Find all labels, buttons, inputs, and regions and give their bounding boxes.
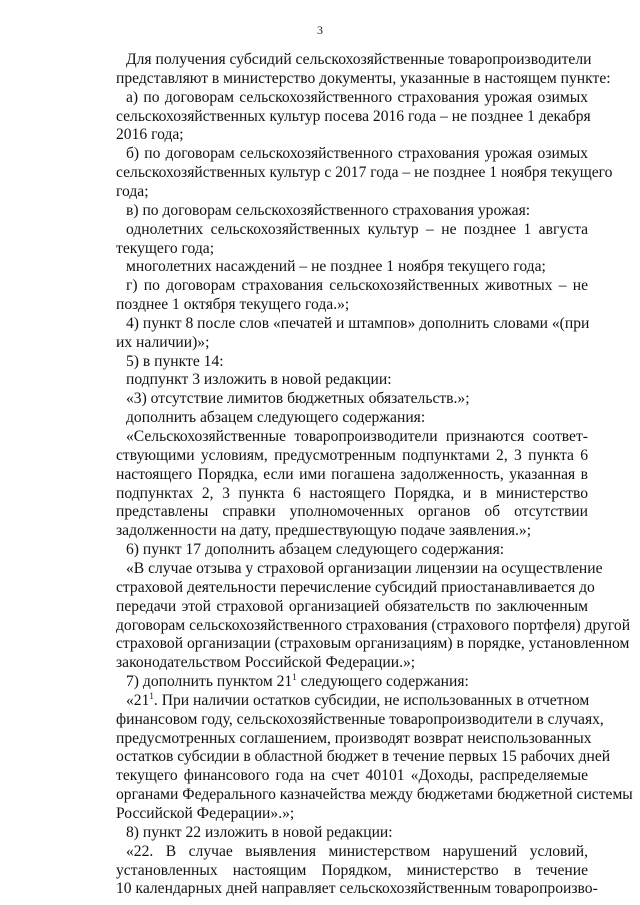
line-text: «21 [126, 691, 150, 709]
text-line [116, 805, 588, 823]
text-line [116, 598, 588, 616]
line-text: представлены справки уполномоченных органов об отсутствии [116, 503, 588, 521]
line-text: ствующими условиям, предусмотренным подпунктами 2, 3 пункта 6 [116, 446, 588, 464]
line-text: 6) пункт 17 дополнить абзацем следующего содержания: [126, 541, 505, 559]
line-text: передачи этой страховой организацией обязательств по заключенным [116, 597, 588, 615]
text-line [126, 315, 588, 333]
text-line [116, 107, 591, 126]
line-text: позднее 1 октября текущего года.»; [116, 296, 350, 314]
line-text: многолетних насаждений – не позднее 1 ноября текущего года; [126, 258, 546, 276]
text-line [126, 390, 588, 408]
text-line [126, 145, 588, 163]
text-line [116, 503, 588, 521]
text-line [116, 69, 611, 88]
superscript: 1 [292, 671, 297, 682]
line-text: года; [116, 182, 149, 200]
line-text: сельскохозяйственных культур посева 2016 года – не позднее 1 декабря [116, 107, 591, 125]
line-text: законодательством Российской Федерации.»; [116, 654, 416, 672]
line-text: «В случае отзыва у страховой организации лицензии на осуществление [126, 559, 603, 577]
line-text: дополнить абзацем следующего содержания: [126, 409, 426, 427]
text-line [116, 164, 613, 182]
text-line [126, 371, 588, 389]
text-line [126, 221, 588, 239]
text-line [116, 748, 611, 766]
text-line [116, 126, 588, 144]
text-line [126, 843, 588, 861]
line-text: подпунктах 2, 3 пункта 6 настоящего Порядка, и в министерство [116, 484, 588, 502]
text-line [126, 428, 588, 446]
line-text: 8) пункт 22 изложить в новой редакции: [126, 823, 393, 841]
line-text: их наличии)»; [116, 333, 210, 351]
line-text-continued: . При наличии остатков субсидии, не использованных в отчетном [153, 691, 590, 709]
line-text: 5) в пункте 14: [126, 352, 224, 370]
page-number: 3 [317, 23, 323, 37]
text-line [116, 466, 588, 484]
line-text: настоящего Порядка, если ими погашена задолженность, указанная в [116, 465, 588, 483]
line-text: текущего года; [116, 239, 215, 257]
text-line [126, 202, 588, 220]
text-line [126, 559, 603, 578]
line-text: в) по договорам сельскохозяйственного страхования урожая: [126, 201, 531, 219]
text-line [116, 880, 598, 898]
text-line [116, 710, 604, 729]
line-text: Для получения субсидий сельскохозяйственные товаропроизводители [126, 51, 592, 68]
line-text: органами Федерального казначейства между бюджетами бюджетной системы [116, 786, 633, 804]
line-text: «22. В случае выявления министерством нарушений условий, [126, 842, 588, 860]
text-line [116, 786, 633, 804]
text-line [116, 522, 588, 540]
text-line [126, 673, 588, 691]
line-text: 7) дополнить пунктом 21 [126, 673, 293, 691]
line-text: 4) пункт 8 после слов «печатей и штампов» дополнить словами «(при [126, 314, 590, 332]
line-text: Российской Федерации».»; [116, 805, 295, 822]
line-text: г) по договорам страхования сельскохозяйственных животных – не [126, 277, 588, 295]
text-line [116, 578, 595, 597]
text-line [116, 729, 592, 748]
line-text: подпункт 3 изложить в новой редакции: [126, 371, 392, 389]
line-text: финансовом году, сельскохозяйственные товаропроизводители в случаях, [116, 710, 604, 728]
text-line [116, 183, 588, 201]
line-text: представляют в министерство документы, указанные в настоящем пункте: [116, 69, 611, 87]
text-line [126, 692, 588, 710]
text-line [126, 277, 588, 295]
text-line [116, 862, 588, 880]
text-line [126, 353, 588, 371]
text-line [126, 541, 588, 559]
text-line [116, 334, 588, 352]
text-line [116, 447, 588, 465]
line-text: текущего финансового года на счет 40101 «Доходы, распределяемые [116, 767, 588, 785]
line-text: «Сельскохозяйственные товаропроизводители признаются соответ- [126, 428, 588, 445]
text-line [126, 258, 588, 276]
line-text-continued: следующего содержания: [296, 673, 469, 691]
line-text: б) по договорам сельскохозяйственного страхования урожая озимых [126, 145, 588, 163]
text-line [116, 485, 588, 503]
text-line [116, 654, 588, 672]
line-text: договорам сельскохозяйственного страхования (страхового портфеля) другой [116, 616, 631, 634]
line-text: страховой организации (страховым организациям) в порядке, установленном [116, 635, 630, 653]
text-line [126, 409, 588, 427]
line-text: 10 календарных дней направляет сельскохозяйственным товаропроизво- [116, 880, 598, 898]
text-line [116, 616, 631, 635]
text-line [116, 767, 588, 785]
line-text: однолетних сельскохозяйственных культур – не позднее 1 августа [126, 220, 588, 238]
line-text: страховой деятельности перечисление субсидий приостанавливается до [116, 578, 595, 596]
line-text: сельскохозяйственных культур с 2017 года – не позднее 1 ноября текущего [116, 164, 613, 182]
text-line [116, 635, 630, 653]
line-text: 2016 года; [116, 126, 184, 144]
line-text: «3) отсутствие лимитов бюджетных обязательств.»; [126, 390, 470, 408]
line-text: предусмотренных соглашением, производят возврат неиспользованных [116, 729, 592, 747]
text-line [116, 296, 588, 314]
text-line [126, 89, 588, 107]
line-text: а) по договорам сельскохозяйственного страхования урожая озимых [126, 88, 588, 106]
text-line [126, 51, 592, 69]
text-line [126, 824, 588, 842]
line-text: задолженности на дату, предшествующую подаче заявления.»; [116, 522, 532, 540]
superscript: 1 [149, 690, 154, 701]
text-line [116, 240, 588, 258]
line-text: установленных настоящим Порядком, министерство в течение [116, 861, 588, 879]
line-text: остатков субсидии в областной бюджет в течение первых 15 рабочих дней [116, 748, 611, 766]
